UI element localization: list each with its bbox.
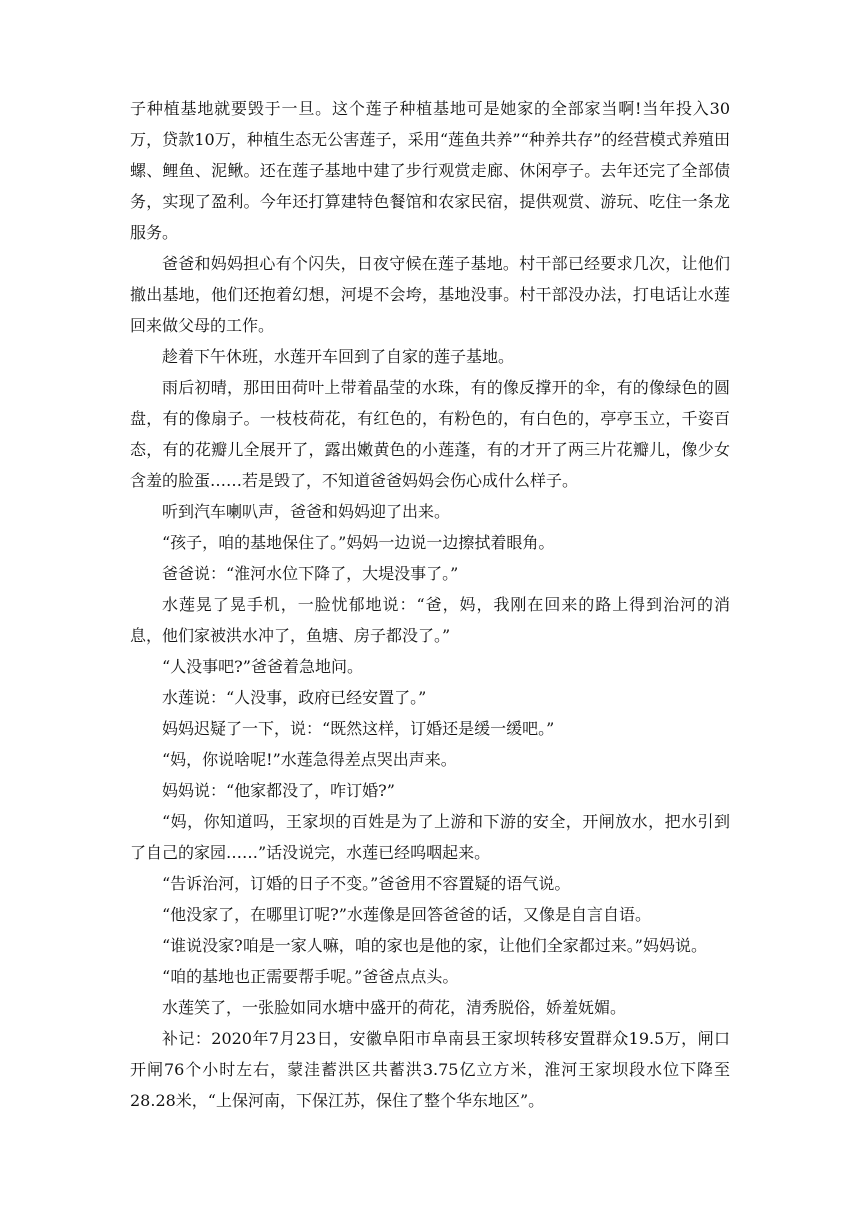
dialogue-line: “妈，你说啥呢!”水莲急得差点哭出声来。 bbox=[162, 750, 457, 769]
dialogue-line: “人没事吧?”爸爸着急地问。 bbox=[162, 657, 363, 676]
dialogue-line: 妈妈迟疑了一下，说：“既然这样，订婚还是缓一缓吧。” bbox=[162, 719, 555, 738]
paragraph: 趁着下午休班，水莲开车回到了自家的莲子基地。 bbox=[162, 347, 515, 366]
dialogue-line: 爸爸说：“淮河水位下降了，大堤没事了。” bbox=[162, 564, 459, 583]
dialogue-line: “孩子，咱的基地保住了。”妈妈一边说一边擦拭着眼角。 bbox=[162, 533, 555, 552]
paragraph: 爸爸和妈妈担心有个闪失，日夜守候在莲子基地。村干部已经要求几次，让他们撤出基地，他们还抱着幻想，河堤不会垮，基地没事。村干部没办法，打电话让水莲回来做父母的工作。 bbox=[130, 254, 730, 335]
paragraph: 雨后初晴，那田田荷叶上带着晶莹的水珠，有的像反撑开的伞，有的像绿色的圆盘，有的像扇子。一枝枝荷花，有红色的，有粉色的，有白色的，亭亭玉立，千姿百态，有的花瓣儿全展开了，露出嫩黄色的小莲蓬，有的才开了两三片花瓣儿，像少女含羞的脸蛋……若是毁了，不知道爸爸妈妈会伤心成什么样子。 bbox=[130, 378, 730, 490]
document-body bbox=[130, 93, 730, 1116]
dialogue-line: “咱的基地也正需要帮手呢。”爸爸点点头。 bbox=[162, 967, 459, 986]
dialogue-line: “他没家了，在哪里订呢?”水莲像是回答爸爸的话，又像是自言自语。 bbox=[162, 905, 651, 924]
dialogue-line: “告诉治河，订婚的日子不变。”爸爸用不容置疑的语气说。 bbox=[162, 874, 571, 893]
dialogue-line: “妈，你知道吗，王家坝的百姓是为了上游和下游的安全，开闸放水，把水引到了自己的家园……”话没说完，水莲已经呜咽起来。 bbox=[130, 812, 730, 862]
paragraph: 听到汽车喇叭声，爸爸和妈妈迎了出来。 bbox=[162, 502, 451, 521]
postscript-note: 补记：2020年7月23日，安徽阜阳市阜南县王家坝转移安置群众19.5万，闸口开闸76个小时左右，蒙洼蓄洪区共蓄洪3.75亿立方米，淮河王家坝段水位下降至28.28米，“上保河南，下保江苏，保住了整个华东地区”。 bbox=[130, 1029, 730, 1110]
dialogue-line: 水莲晃了晃手机，一脸忧郁地说：“爸，妈，我刚在回来的路上得到治河的消息，他们家被洪水冲了，鱼塘、房子都没了。” bbox=[130, 595, 730, 645]
paragraph: 水莲笑了，一张脸如同水塘中盛开的荷花，清秀脱俗，娇羞妩媚。 bbox=[162, 998, 627, 1017]
dialogue-line: 妈妈说：“他家都没了，咋订婚?” bbox=[162, 781, 395, 800]
dialogue-line: “谁说没家?咱是一家人嘛，咱的家也是他的家，让他们全家都过来。”妈妈说。 bbox=[162, 936, 707, 955]
paragraph-continuation: 子种植基地就要毁于一旦。这个莲子种植基地可是她家的全部家当啊!当年投入30万，贷款10万，种植生态无公害莲子，采用“莲鱼共养”“种养共存”的经营模式养殖田螺、鲤鱼、泥鳅。还在莲子基地中建了步行观赏走廊、休闲亭子。去年还完了全部债务，实现了盈利。今年还打算建特色餐馆和农家民宿，提供观赏、游玩、吃住一条龙服务。 bbox=[130, 99, 730, 242]
dialogue-line: 水莲说：“人没事，政府已经安置了。” bbox=[162, 688, 427, 707]
